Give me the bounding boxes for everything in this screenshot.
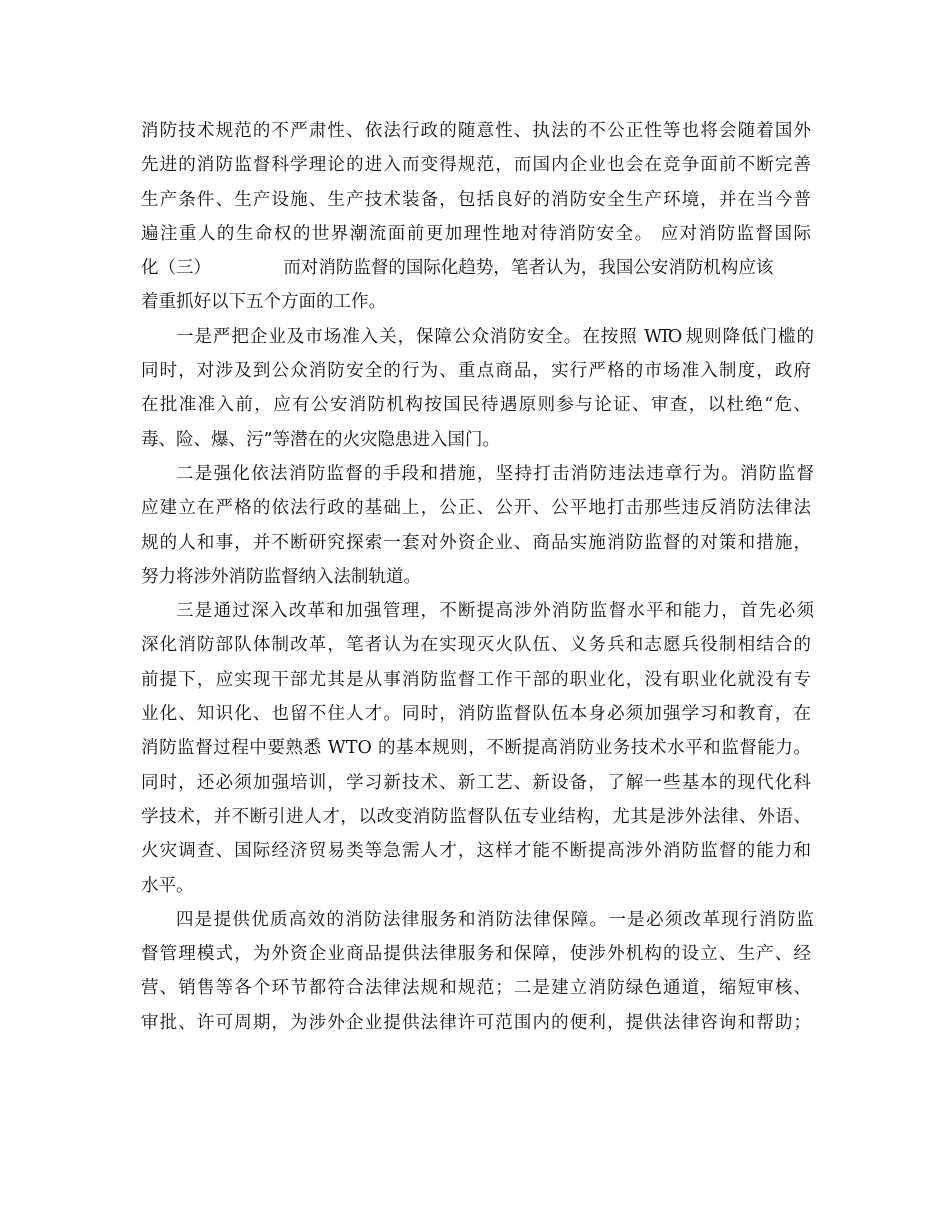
text-line: 毒、险、爆、污”等潜在的火灾隐患进入国门。	[141, 429, 500, 450]
text-line: 同时，对涉及到公众消防安全的行为、重点商品，实行严格的市场准入制度，政府	[141, 361, 811, 382]
text-line: 遍注重人的生命权的世界潮流面前更加理性地对待消防安全。 应对消防监督国际	[141, 223, 811, 244]
text-line: 应建立在严格的依法行政的基础上，公正、公开、公平地打击那些违反消防法律法	[141, 498, 811, 519]
text-line: 消防技术规范的不严肃性、依法行政的随意性、执法的不公正性等也将会随着国外	[141, 121, 811, 141]
text-line: 学技术，并不断引进人才，以改变消防监督队伍专业结构，尤其是涉外法律、外语、	[141, 806, 811, 827]
text-line: 规的人和事，并不断研究探索一套对外资企业、商品实施消防监督的对策和措施，	[141, 532, 811, 553]
text-line: 前提下，应实现干部尤其是从事消防监督工作干部的职业化，没有职业化就没有专	[141, 669, 811, 690]
text-line: 深化消防部队体制改革，笔者认为在实现灭火队伍、义务兵和志愿兵役制相结合的	[141, 635, 811, 656]
text-line: 生产条件、生产设施、生产技术装备，包括良好的消防安全生产环境，并在当今普	[141, 189, 811, 210]
body-text	[141, 114, 811, 1040]
text-line: 营、销售等各个环节都符合法律法规和规范；二是建立消防绿色通道，缩短审核、	[141, 978, 811, 999]
text-line: 四是提供优质高效的消防法律服务和消防法律保障。一是必须改革现行消防监	[176, 909, 811, 930]
text-line: 同时，还必须加强培训，学习新技术、新工艺、新设备，了解一些基本的现代化科	[141, 772, 811, 793]
text-line: 二是强化依法消防监督的手段和措施，坚持打击消防违法违章行为。消防监督	[176, 463, 811, 484]
text-line: 业化、知识化、也留不住人才。同时，消防监督队伍本身必须加强学习和教育，在	[141, 704, 811, 725]
text-line: 化（三） 而对消防监督的国际化趋势，笔者认为，我国公安消防机构应该	[141, 258, 774, 279]
text-line: 审批、许可周期，为涉外企业提供法律许可范围内的便利，提供法律咨询和帮助；	[141, 1012, 811, 1033]
text-line: 水平。	[141, 875, 194, 896]
text-line: 在批准准入前，应有公安消防机构按国民待遇原则参与论证、审查，以杜绝“危、	[141, 395, 811, 416]
text-line: 消防监督过程中要熟悉 WTO 的基本规则，不断提高消防业务技术水平和监督能力。	[141, 738, 811, 759]
text-line: 三是通过深入改革和加强管理，不断提高涉外消防监督水平和能力，首先必须	[176, 601, 811, 622]
text-line: 着重抓好以下五个方面的工作。	[141, 292, 386, 313]
text-line: 先进的消防监督科学理论的进入而变得规范，而国内企业也会在竞争面前不断完善	[141, 155, 811, 176]
text-line: 督管理模式，为外资企业商品提供法律服务和保障，使涉外机构的设立、生产、经	[141, 944, 811, 965]
text-line: 一是严把企业及市场准入关，保障公众消防安全。在按照 WTO 规则降低门槛的	[176, 326, 811, 347]
text-line: 努力将涉外消防监督纳入法制轨道。	[141, 566, 421, 587]
text-line: 火灾调查、国际经济贸易类等急需人才，这样才能不断提高涉外消防监督的能力和	[141, 841, 811, 862]
